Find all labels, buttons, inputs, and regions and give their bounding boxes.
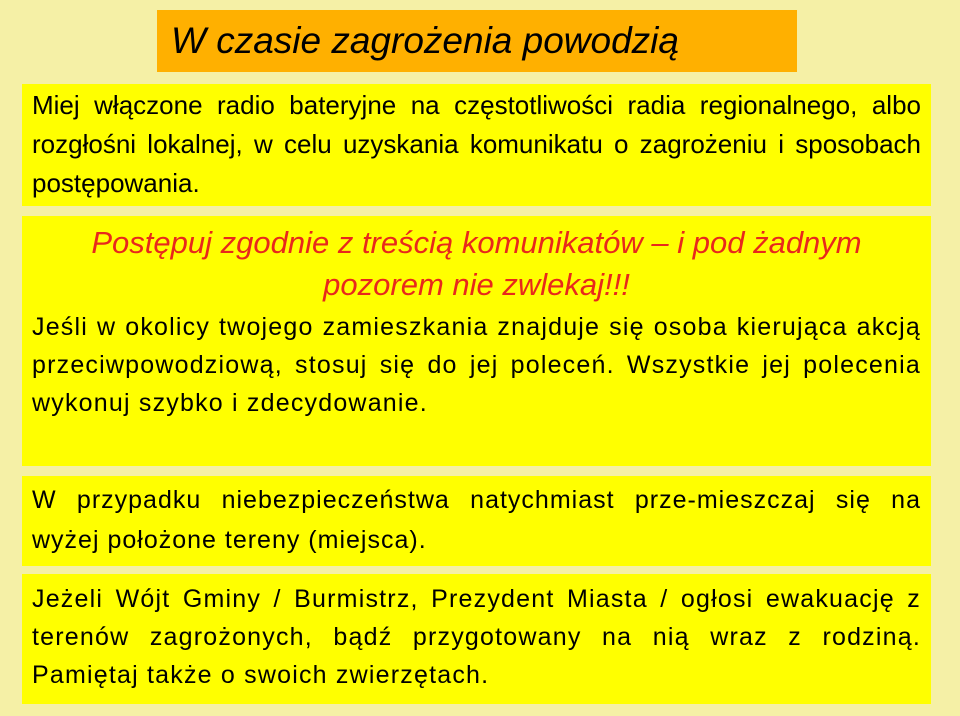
danger-box	[22, 476, 931, 566]
commander-instruction-text: Jeśli w okolicy twojego zamieszkania znajduje się osoba kierująca akcją przeciwpowodziową, stosuj się do jej poleceń. Wszystkie jej polecenia wykonuj szybko i zdecydowanie.	[32, 313, 921, 417]
evacuation-text: Jeżeli Wójt Gminy / Burmistrz, Prezydent Miasta / ogłosi ewakuację z terenów zagrożonych, bądź przygotowany na nią wraz z rodziną. Pamiętaj także o swoich zwierzętach.	[32, 585, 921, 689]
danger-text: W przypadku niebezpieczeństwa natychmiast prze-mieszczaj się na wyżej położone tereny (miejsca).	[32, 486, 921, 554]
evacuation-box	[22, 574, 931, 704]
title-banner	[157, 10, 797, 72]
radio-info-text: Miej włączone radio bateryjne na częstotliwości radia regionalnego, albo rozgłośni lokalnej, w celu uzyskania komunikatu o zagrożeniu i sposobach postępowania.	[32, 90, 921, 198]
warning-text: Postępuj zgodnie z treścią komunikatów – i pod żadnym pozorem nie zwlekaj!!!	[91, 225, 862, 302]
instructions-box	[22, 216, 931, 466]
radio-info-box	[22, 84, 931, 206]
page-title: W czasie zagrożenia powodzią	[171, 20, 679, 61]
